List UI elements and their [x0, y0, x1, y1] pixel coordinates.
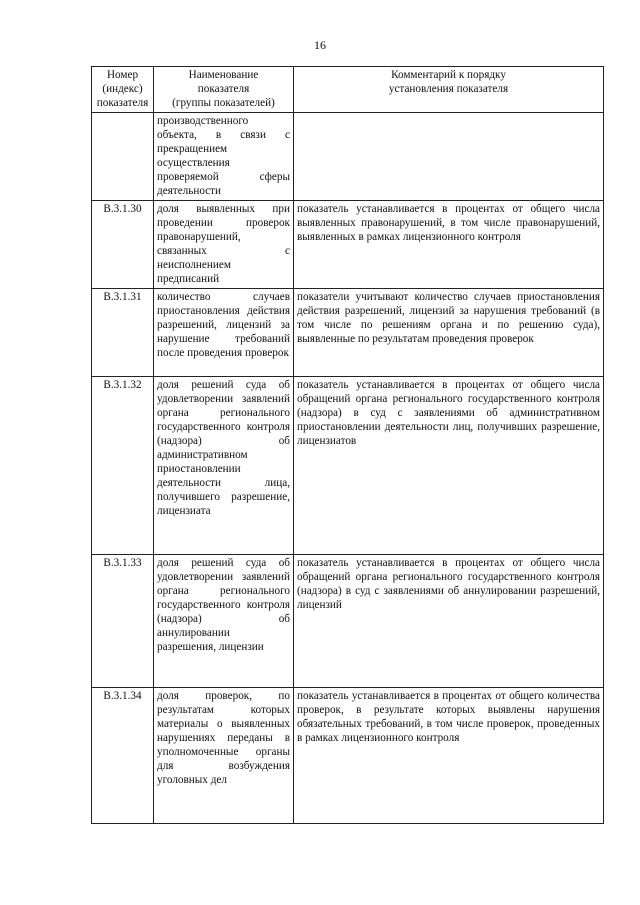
header-line: (индекс): [102, 83, 143, 95]
header-line: Номер: [106, 69, 139, 81]
row-index: [92, 113, 154, 201]
row-name: производственного объекта, в связи с прекращением осуществления проверяемой сферы деятельности: [154, 113, 294, 201]
table-row: [92, 201, 604, 289]
table-header-row: [92, 67, 604, 113]
row-comment: [294, 113, 604, 201]
table-row: [92, 113, 604, 201]
header-line: установления показателя: [388, 83, 509, 95]
row-index: В.3.1.31: [92, 289, 154, 377]
header-line: (группы показателей): [172, 97, 275, 109]
row-comment: показатель устанавливается в процентах от общего числа обращений органа регионального государственного контроля (надзора) в суд с заявлениями об административном приостановлении деятельности лиц, получивших разрешение, лицензиатов: [294, 377, 604, 555]
table-row: [92, 377, 604, 555]
row-name: количество случаев приостановления действия разрешений, лицензий за нарушение требований после проведения проверок: [154, 289, 294, 377]
header-index: [92, 67, 154, 113]
table-row: [92, 555, 604, 688]
header-line: Комментарий к порядку: [391, 69, 506, 81]
header-line: Наименование: [188, 69, 259, 81]
row-name: доля проверок, по результатам которых материалы о выявленных нарушениях переданы в уполномоченные органы для возбуждения уголовных дел: [154, 688, 294, 824]
row-name: доля выявленных при проведении проверок правонарушений, связанных с неисполнением предписаний: [154, 201, 294, 289]
row-comment: показатели учитывают количество случаев приостановления действия разрешений, лицензий за нарушения требований (в том числе по решениям органа и по решению суда), выявленные по результатам проведения проверок: [294, 289, 604, 377]
header-line: показателя: [96, 97, 149, 109]
row-index: В.3.1.34: [92, 688, 154, 824]
table-row: [92, 688, 604, 824]
row-index: В.3.1.33: [92, 555, 154, 688]
row-comment: показатель устанавливается в процентах от общего числа обращений органа регионального государственного контроля (надзора) в суд с заявлениями об аннулировании разрешений, лицензий: [294, 555, 604, 688]
row-name: доля решений суда об удовлетворении заявлений органа регионального государственного контроля (надзора) об административном приостановлении деятельности лица, получившего разрешение, лицензиата: [154, 377, 294, 555]
indicators-table: [91, 66, 604, 824]
table-row: [92, 289, 604, 377]
header-name: [154, 67, 294, 113]
row-name: доля решений суда об удовлетворении заявлений органа регионального государственного контроля (надзора) об аннулировании разрешения, лицензии: [154, 555, 294, 688]
row-comment: показатель устанавливается в процентах от общего числа выявленных правонарушений, в том числе правонарушений, выявленных в рамках лицензионного контроля: [294, 201, 604, 289]
header-comment: [294, 67, 604, 113]
row-index: В.3.1.30: [92, 201, 154, 289]
page-number: 16: [314, 38, 326, 52]
row-comment: показатель устанавливается в процентах от общего количества проверок, в результате которых выявлены нарушения обязательных требований, в том числе проверок, проведенных в рамках лицензионного контроля: [294, 688, 604, 824]
row-index: В.3.1.32: [92, 377, 154, 555]
header-line: показателя: [197, 83, 250, 95]
